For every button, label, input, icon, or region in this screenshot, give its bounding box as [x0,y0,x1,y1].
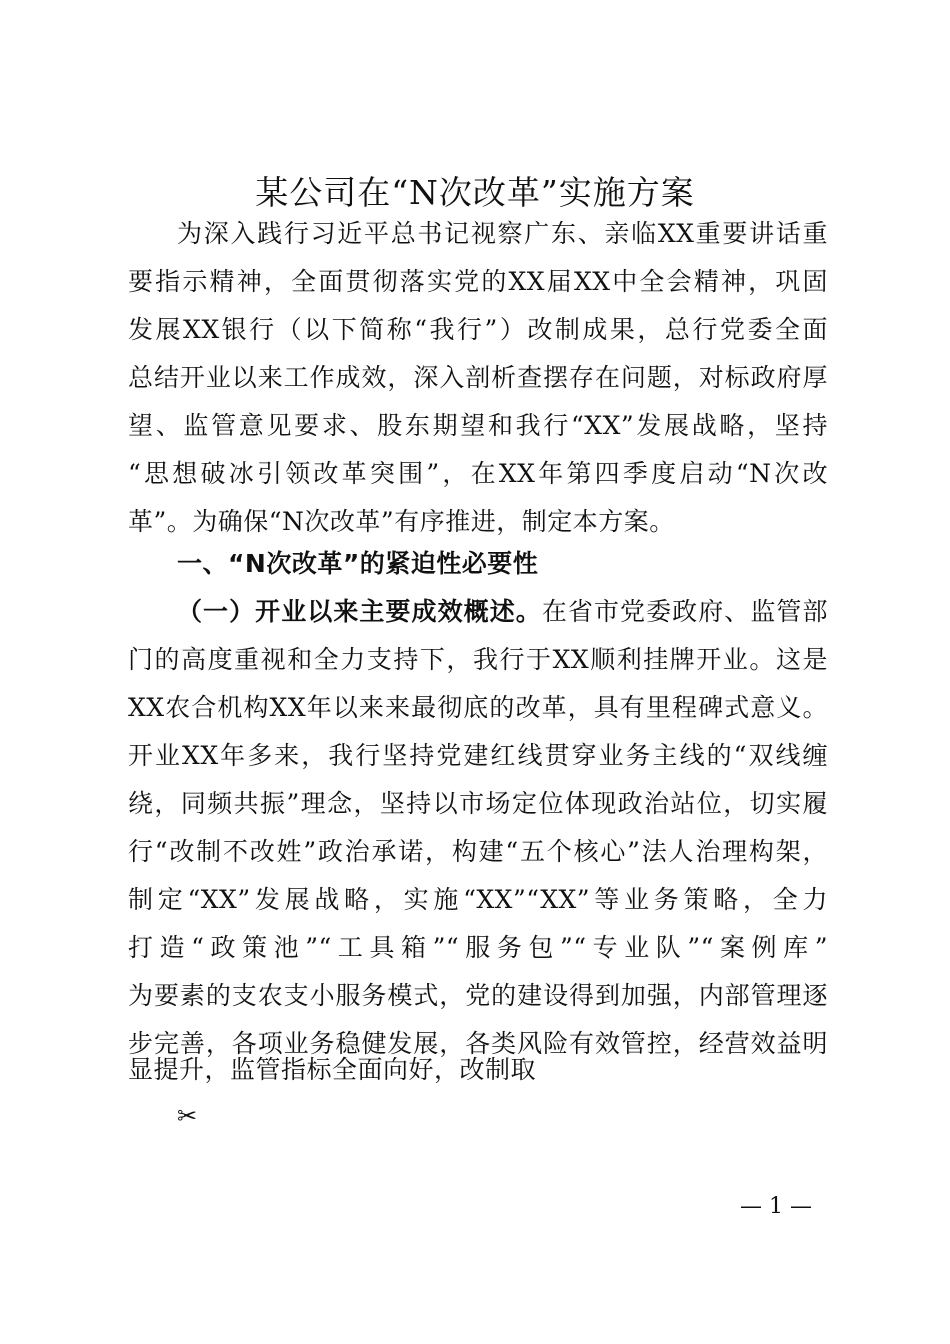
page-number: — 1 — [740,1194,812,1219]
body-line: XX农合机构XX年以来来最彻底的改革，具有里程碑式意义。 [128,693,828,722]
body-line: 打造“政策池”“工具箱”“服务包”“专业队”“案例库” [128,933,828,962]
body-line: 门的高度重视和全力支持下，我行于XX顺利挂牌开业。这是 [128,645,828,674]
scissors-icon: ✂ [177,1102,198,1130]
section-heading: 一、“N次改革”的紧迫性必要性 [177,549,539,578]
body-line: 显提升，监管指标全面向好，改制取 [128,1055,537,1084]
subsection-label: （一）开业以来主要成效概述。 [177,597,542,626]
intro-line: 总结开业以来工作成效，深入剖析查摆存在问题，对标政府厚 [128,363,828,392]
body-line: 制定“XX”发展战略，实施“XX”“XX”等业务策略，全力 [128,885,828,914]
body-line: 开业XX年多来，我行坚持党建红线贯穿业务主线的“双线缠 [128,741,828,770]
subsection-first-line-rest: 在省市党委政府、监管部 [541,597,828,626]
intro-line: 要指示精神，全面贯彻落实党的XX届XX中全会精神，巩固 [128,267,828,296]
intro-line: 为深入践行习近平总书记视察广东、亲临XX重要讲话重 [177,219,828,248]
body-line: 为要素的支农支小服务模式，党的建设得到加强，内部管理逐 [128,981,828,1010]
body-line: 步完善，各项业务稳健发展，各类风险有效管控，经营效益明 [128,1029,828,1058]
subsection-first-line [177,592,828,632]
intro-line: “思想破冰引领改革突围”，在XX年第四季度启动“N次改 [128,459,828,488]
body-line: 行“改制不改姓”政治承诺，构建“五个核心”法人治理构架， [128,837,828,866]
intro-line: 革”。为确保“N次改革”有序推进，制定本方案。 [128,507,675,536]
intro-line: 发展XX银行（以下简称“我行”）改制成果，总行党委全面 [128,315,828,344]
body-line: 绕，同频共振”理念，坚持以市场定位体现政治站位，切实履 [128,789,828,818]
intro-line: 望、监管意见要求、股东期望和我行“XX”发展战略，坚持 [128,411,828,440]
document-title: 某公司在“N次改革”实施方案 [255,173,695,212]
